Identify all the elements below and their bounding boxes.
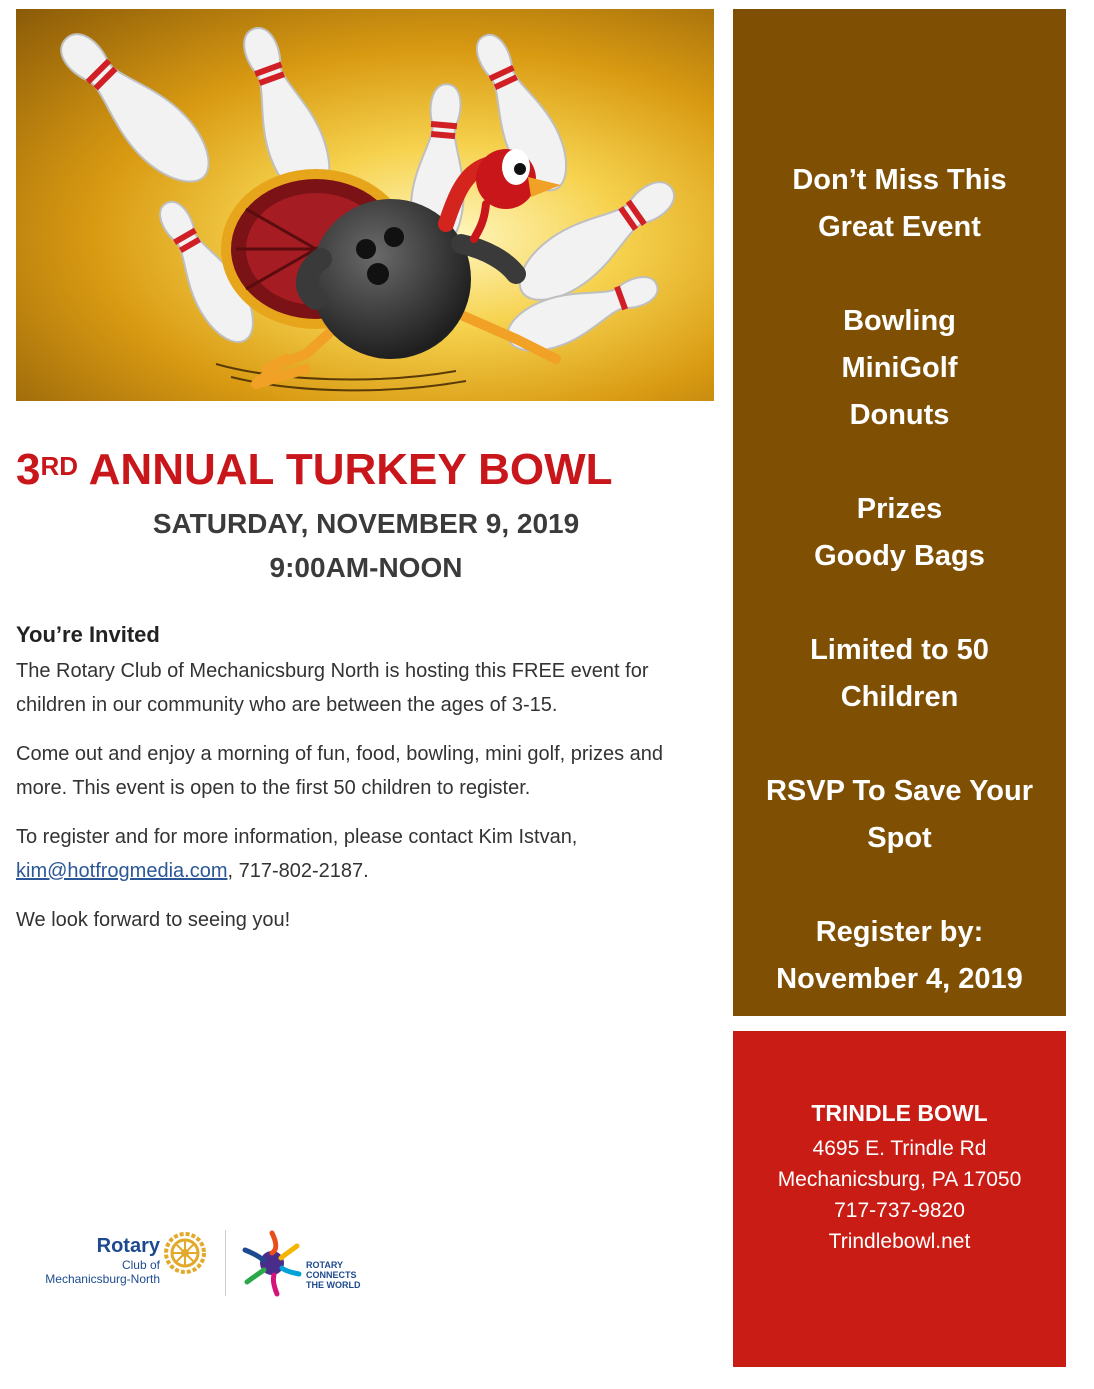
sidebar-activities: Bowling MiniGolf Donuts [841,305,958,431]
rotary-club-logo-text: Rotary Club of Mechanicsburg-North [45,1235,160,1286]
venue-city: Mechanicsburg, PA 17050 [777,1168,1022,1191]
invite-paragraph-3 [16,820,716,888]
sponsor-logos [30,1222,390,1312]
event-time: 9:00AM-NOON [269,552,463,583]
invite-heading: You’re Invited [16,622,160,647]
event-date: SATURDAY, NOVEMBER 9, 2019 [152,508,580,539]
email-link[interactable]: kim@hotfrogmedia.com [16,860,228,882]
rotary-wheel-icon [164,1232,206,1274]
venue-name: TRINDLE BOWL [811,1100,988,1126]
rotary-connects-icon [237,1228,307,1298]
event-title: 3RD ANNUAL TURKEY BOWL [16,445,613,494]
venue-phone: 717-737-9820 [834,1199,965,1222]
sidebar-headline: Don’t Miss This Great Event [792,164,1007,243]
rotary-connects-text: ROTARY CONNECTS THE WORLD [306,1260,361,1290]
invite-paragraph-2: Come out and enjoy a morning of fun, food, bowling, mini golf, prizes and more. This event is open to the first 50 children to register. [16,743,664,799]
invitation-body [16,618,716,952]
sidebar-deadline: Register by: November 4, 2019 [776,916,1023,995]
sidebar-rsvp: RSVP To Save Your Spot [765,775,1033,854]
venue-website: Trindlebowl.net [828,1230,971,1253]
pin-1 [45,18,225,198]
highlights-sidebar [733,9,1066,1016]
sidebar-limit: Limited to 50 Children [810,634,989,713]
hero-illustration [16,9,714,401]
contact-text: To register and for more information, please contact Kim Istvan, [16,826,578,848]
venue-box [733,1031,1066,1367]
invite-paragraph-1: The Rotary Club of Mechanicsburg North is hosting this FREE event for children in our community who are between the ages of 3-15. [16,660,649,716]
contact-phone: , 717-802-2187. [227,860,369,882]
venue-address: 4695 E. Trindle Rd [812,1137,987,1160]
turkey-bowling-illustration [16,9,714,401]
logo-divider [225,1230,226,1296]
sidebar-rewards: Prizes Goody Bags [814,493,985,572]
invite-paragraph-4: We look forward to seeing you! [16,909,291,931]
